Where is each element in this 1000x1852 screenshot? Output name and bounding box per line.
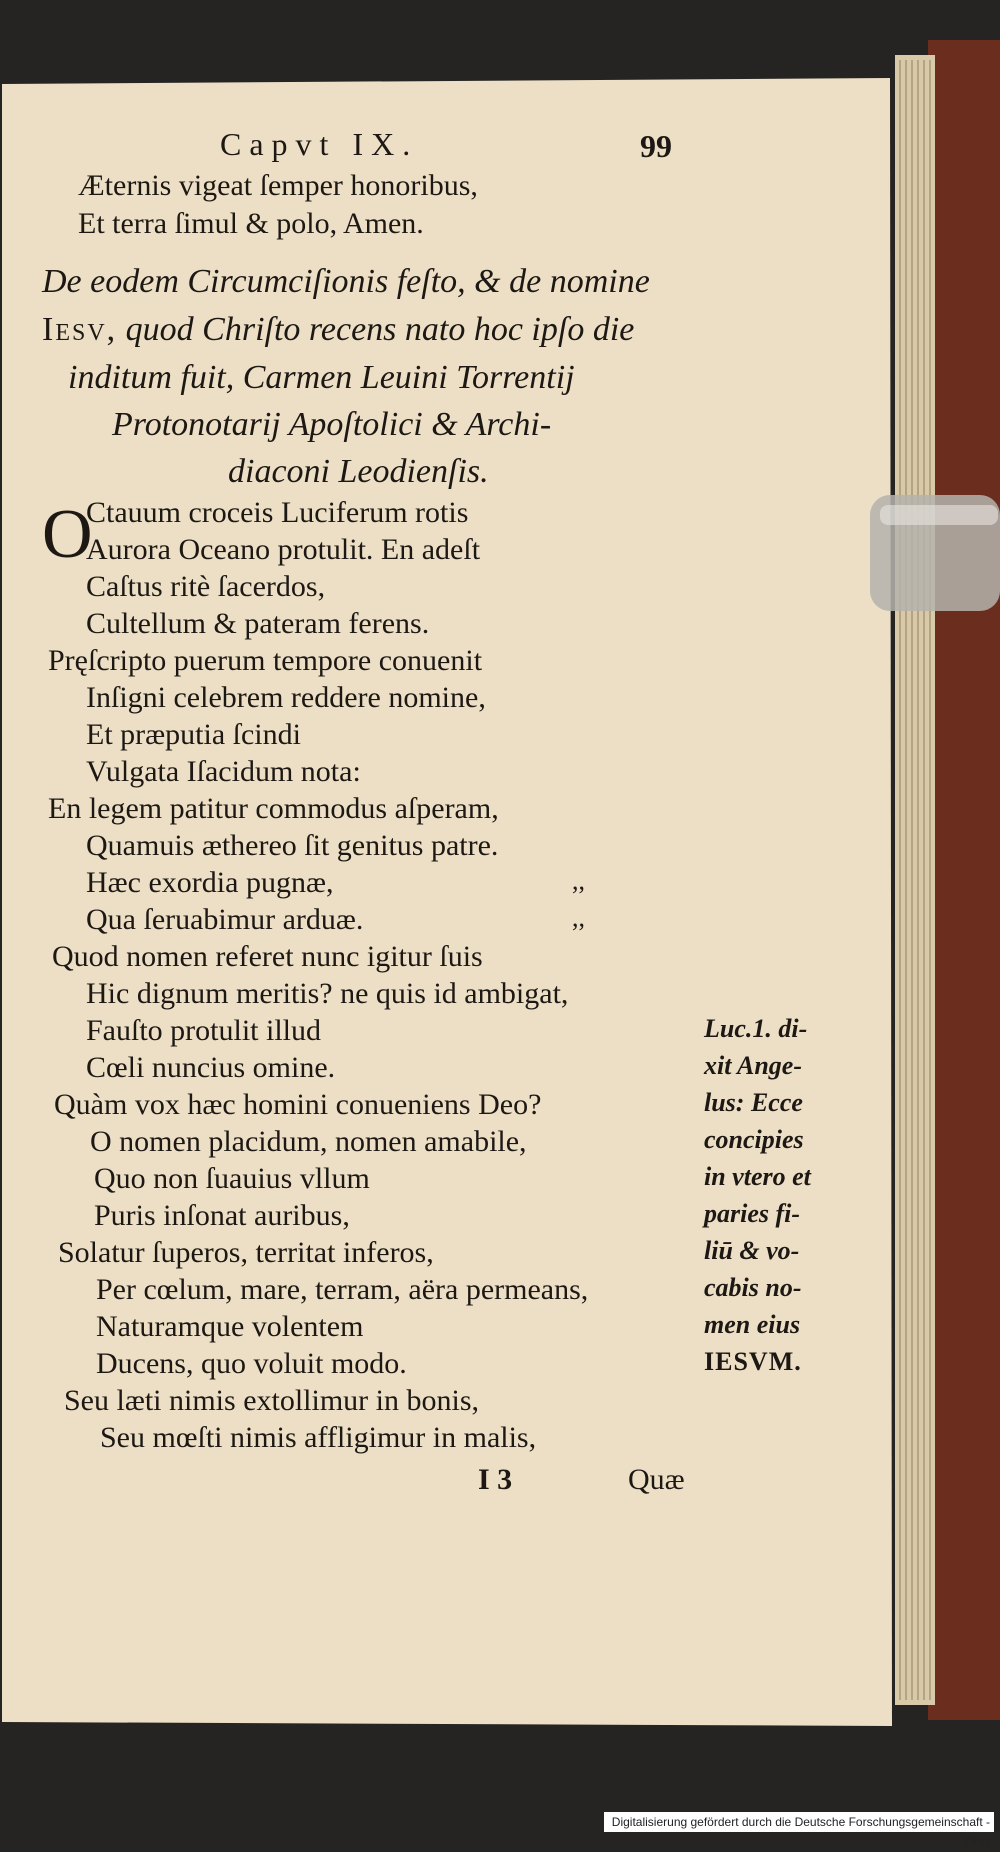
poem-line-17: Quàm vox hæc homini conueniens Deo? [54,1088,542,1121]
poem-line-26: Seu mœſti nimis affligimur in malis, [100,1421,537,1454]
margin-note-line-6: paries fi- [704,1199,801,1228]
poem-line-19: Quo non ſuauius vllum [94,1162,370,1195]
poem-line-12: Qua ſeruabimur arduæ. [86,903,364,936]
poem-line-25: Seu læti nimis extollimur in bonis, [64,1384,480,1417]
title-name-iesu: Iesv, [42,311,118,348]
poem-line-23: Naturamque volentem [96,1310,364,1343]
margin-note-line-10: IESVM. [704,1347,802,1376]
dfg-footer-credit: Digitalisierung gefördert durch die Deutsche Forschungsgemeinschaft - DFG [604,1812,994,1832]
running-header: Capvt IX. [220,126,419,162]
poem-line-4: Cultellum & pateram ferens. [86,607,430,640]
signature-mark: I 3 [478,1463,513,1496]
margin-note-line-3: lus: Ecce [704,1088,803,1117]
poem-line-3: Caſtus ritè ſacerdos, [86,570,326,603]
page-block-edge [895,55,935,1705]
poem-line-14: Hic dignum meritis? ne quis id ambigat, [86,977,569,1010]
poem-line-11: Hæc exordia pugnæ, [86,866,334,899]
poem-line-2: Aurora Oceano protulit. En adeſt [86,533,481,566]
poem-line-22: Per cœlum, mare, terram, aëra permeans, [96,1273,589,1306]
poem-line-7: Et præputia ſcindi [86,718,301,751]
poem-line-9: En legem patitur commodus aſperam, [48,792,499,825]
title-line-2 [42,310,634,350]
margin-note-line-9: men eius [704,1310,801,1339]
poem-line-16: Cœli nuncius omine. [86,1051,336,1084]
poem-line-20: Puris inſonat auribus, [94,1199,350,1232]
poem-line-15: Fauſto protulit illud [86,1014,322,1047]
poem-line-18: O nomen placidum, nomen amabile, [90,1125,527,1158]
margin-note-line-1: Luc.1. di- [704,1014,808,1043]
margin-note-line-7: liū & vo- [704,1236,800,1265]
quote-mark-1: ,, [572,866,585,895]
title-line-4: Protonotarij Apoſtolici & Archi- [112,406,552,443]
drop-cap: O [42,496,93,573]
poem-line-6: Inſigni celebrem reddere nomine, [86,681,486,714]
title-line-5: diaconi Leodienſis. [228,453,489,490]
catchword: Quæ [628,1463,685,1496]
poem-line-top-1: Æternis vigeat ſemper honoribus, [78,169,478,202]
poem-line-1: Ctauum croceis Luciferum rotis [86,496,469,529]
title-line-2-rest: quod Chriſto recens nato hoc ipſo die [125,311,635,348]
poem-line-8: Vulgata Iſacidum nota: [86,755,361,788]
poem-line-13: Quod nomen referet nunc igitur ſuis [52,940,483,973]
poem-line-5: Pręſcripto puerum tempore conuenit [48,644,483,677]
margin-note-line-2: xit Ange- [704,1051,802,1080]
margin-note-line-8: cabis no- [704,1273,802,1302]
poem-line-10: Quamuis æthereo ſit genitus patre. [86,829,499,862]
title-line-1: De eodem Circumciſionis feſto, & de nomine [42,263,650,300]
poem-line-top-2: Et terra ſimul & polo, Amen. [78,207,424,240]
poem-line-21: Solatur ſuperos, territat inferos, [58,1236,434,1269]
margin-note-line-5: in vtero et [704,1162,811,1191]
page-number: 99 [640,128,672,164]
poem-line-24: Ducens, quo voluit modo. [96,1347,407,1380]
margin-note-line-4: concipies [704,1125,804,1154]
glass-highlight [880,505,998,525]
title-line-3: inditum fuit, Carmen Leuini Torrentij [68,359,575,396]
leather-cover-edge [928,40,1000,1720]
quote-mark-2: ,, [572,903,585,932]
